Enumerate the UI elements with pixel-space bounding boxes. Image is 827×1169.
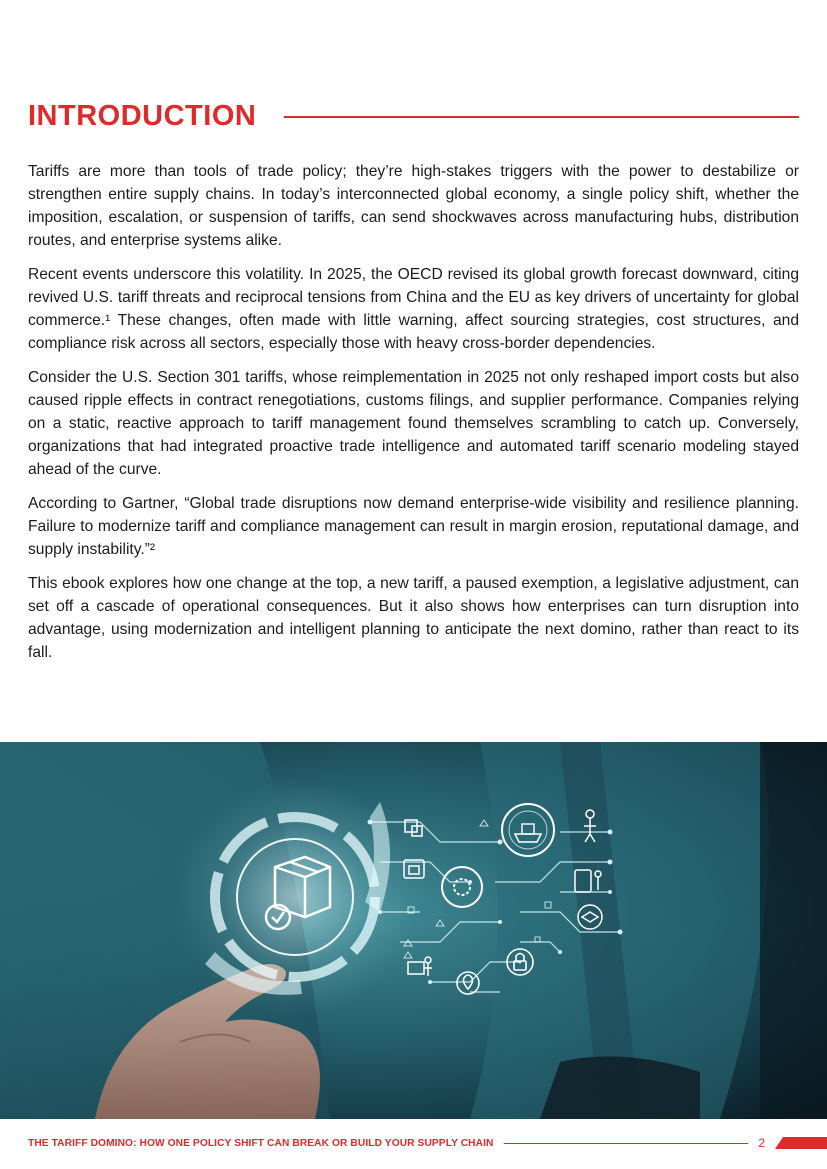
footer-tab <box>775 1137 827 1149</box>
page-heading: INTRODUCTION <box>28 99 257 132</box>
body-text <box>28 160 799 675</box>
paragraph: Consider the U.S. Section 301 tariffs, whose reimplementation in 2025 not only reshaped import costs but also caused ripple effects in contract renegotiations, customs filings, and supplier performance. Companies relying on a static, reactive approach to tariff management found themselves scrambling to catch up. Conversely, organizations that had integrated proactive trade intelligence and automated tariff scenario modeling stayed ahead of the curve. <box>28 369 799 478</box>
footer <box>28 1134 827 1152</box>
paragraph: Tariffs are more than tools of trade policy; they’re high-stakes triggers with the power to destabilize or strengthen entire supply chains. In today’s interconnected global economy, a single policy shift, whether the imposition, escalation, or suspension of tariffs, can send shockwaves across manufacturing hubs, distribution routes, and enterprise systems alike. <box>28 163 799 249</box>
paragraph: Recent events underscore this volatility. In 2025, the OECD revised its global growth forecast downward, citing revived U.S. tariff threats and reciprocal tensions from China and the EU as key drivers of uncertainty for global commerce.¹ These changes, often made with little warning, affect sourcing strategies, cost structures, and compliance risk across all sectors, especially those with heavy cross-border dependencies. <box>28 266 799 352</box>
supply-chain-illustration <box>0 742 827 1119</box>
heading-row <box>28 96 799 136</box>
footer-divider <box>504 1143 749 1144</box>
paragraph: This ebook explores how one change at the top, a new tariff, a paused exemption, a legislative adjustment, can set off a cascade of operational consequences. But it also shows how enterprises can turn disruption into advantage, using modernization and intelligent planning to anticipate the next domino, rather than react to its fall. <box>28 575 799 661</box>
paragraph: According to Gartner, “Global trade disruptions now demand enterprise-wide visibility and resilience planning. Failure to modernize tariff and compliance management can result in margin erosion, reputational damage, and supply instability.”² <box>28 495 799 558</box>
hero-photo <box>0 742 827 1119</box>
footer-title: THE TARIFF DOMINO: HOW ONE POLICY SHIFT CAN BREAK OR BUILD YOUR SUPPLY CHAIN <box>28 1137 494 1149</box>
page-number: 2 <box>758 1136 765 1150</box>
heading-divider <box>284 116 799 118</box>
